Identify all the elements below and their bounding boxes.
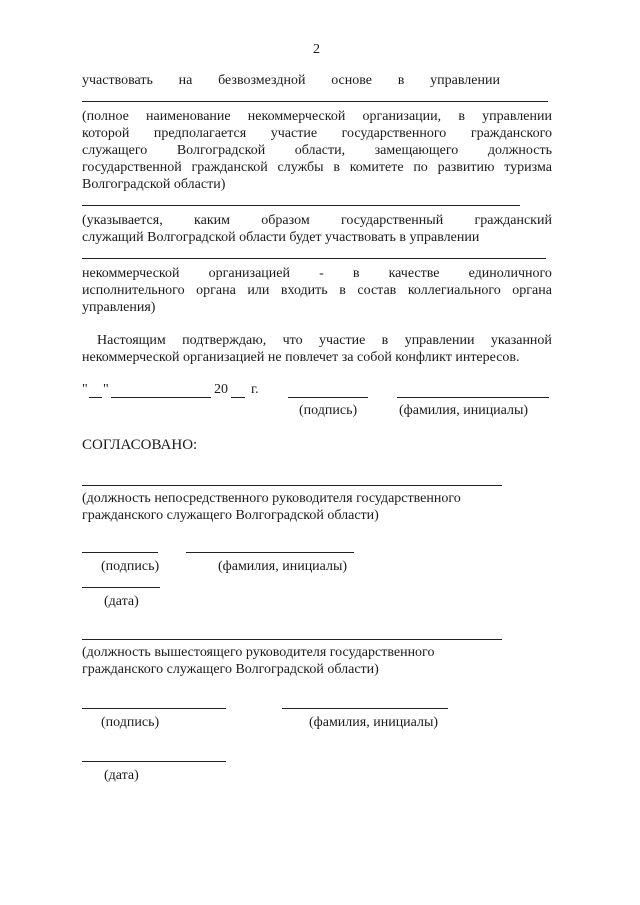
- word: или: [247, 283, 270, 298]
- word: предполагается: [153, 126, 247, 141]
- word: в: [339, 283, 346, 298]
- word: единоличного: [468, 266, 552, 281]
- agreed-title: СОГЛАСОВАНО:: [82, 437, 198, 453]
- word: образом: [261, 213, 310, 228]
- direct-manager-line-2: гражданского служащего Волгоградской области): [82, 508, 379, 523]
- confirm-line-2: некоммерческой организацией не повлечет за собой конфликт интересов.: [82, 350, 520, 365]
- word: организации,: [362, 109, 442, 124]
- word: Волгоградской: [176, 143, 266, 158]
- block2-line-2: служащий Волгоградской области будет участвовать в управлении: [82, 230, 480, 245]
- word: службы: [277, 160, 324, 175]
- block2-line-1: [82, 212, 552, 229]
- year-blank[interactable]: [231, 397, 245, 398]
- word: Настоящим: [97, 333, 166, 348]
- word: которой: [82, 126, 130, 141]
- direct-manager-signature-blank[interactable]: [82, 552, 158, 553]
- word: каким: [194, 213, 230, 228]
- word: служащего: [82, 143, 148, 158]
- direct-manager-date-label: (дата): [104, 594, 139, 609]
- word: некоммерческой: [247, 109, 346, 124]
- senior-manager-name-blank[interactable]: [282, 708, 448, 709]
- word: гражданской: [191, 160, 268, 175]
- senior-manager-signature-blank[interactable]: [82, 708, 226, 709]
- word: безвозмездной: [218, 73, 306, 88]
- direct-manager-signature-label: (подпись): [101, 559, 160, 574]
- word: органа: [512, 283, 552, 298]
- word: участвовать: [82, 73, 153, 88]
- word: подтверждаю,: [182, 333, 267, 348]
- word: гражданского: [470, 126, 552, 141]
- word: -: [319, 266, 324, 281]
- word: (полное: [82, 109, 129, 124]
- participation-method-blank[interactable]: [82, 205, 520, 206]
- word: органа: [196, 283, 236, 298]
- senior-manager-line-1: (должность вышестоящего руководителя государственного: [82, 645, 435, 660]
- year-prefix: 20: [214, 382, 228, 397]
- intro-line: [82, 72, 500, 89]
- block1-line-1: [82, 108, 552, 125]
- direct-manager-name-label: (фамилия, инициалы): [218, 559, 348, 574]
- page-number: 2: [313, 42, 320, 57]
- block3-line-1: [82, 265, 552, 282]
- block1-last-line: Волгоградской области): [82, 177, 226, 192]
- organization-name-blank[interactable]: [82, 101, 548, 102]
- confirm-line-1: [97, 332, 552, 349]
- word: комитете: [349, 160, 404, 175]
- participation-method-blank-2[interactable]: [82, 258, 546, 259]
- senior-manager-name-label: (фамилия, инициалы): [309, 715, 439, 730]
- name-label: (фамилия, инициалы): [399, 403, 529, 418]
- block3-last-line: управления): [82, 300, 156, 315]
- word: исполнительного: [82, 283, 185, 298]
- name-blank[interactable]: [397, 397, 549, 398]
- date-quote-close: ": [103, 382, 109, 397]
- word: организацией: [208, 266, 290, 281]
- word: должность: [487, 143, 552, 158]
- word: замещающего: [374, 143, 459, 158]
- word: управлении: [482, 109, 552, 124]
- block1-line-3: [82, 142, 552, 159]
- word: государственный: [341, 213, 444, 228]
- senior-manager-date-label: (дата): [104, 768, 139, 783]
- word: входить: [280, 283, 328, 298]
- word: участие: [270, 126, 318, 141]
- word: государственного: [341, 126, 447, 141]
- word: гражданский: [474, 213, 552, 228]
- word: участие: [318, 333, 366, 348]
- day-blank[interactable]: [89, 397, 102, 398]
- signature-label: (подпись): [299, 403, 358, 418]
- block3-line-2: [82, 282, 552, 299]
- word: основе: [331, 73, 372, 88]
- month-blank[interactable]: [111, 397, 211, 398]
- date-quote-open: ": [82, 382, 88, 397]
- senior-manager-signature-label: (подпись): [101, 715, 160, 730]
- word: управлении: [404, 333, 475, 348]
- senior-manager-position-blank[interactable]: [82, 639, 502, 640]
- word: в: [352, 266, 360, 281]
- word: что: [282, 333, 303, 348]
- word: коллегиального: [407, 283, 501, 298]
- word: состав: [357, 283, 397, 298]
- word: наименование: [146, 109, 231, 124]
- word: по: [413, 160, 428, 175]
- word: в: [397, 73, 405, 88]
- word: развитию: [437, 160, 495, 175]
- word: в: [333, 160, 340, 175]
- word: области,: [294, 143, 346, 158]
- signature-blank[interactable]: [288, 397, 368, 398]
- word: (указывается,: [82, 213, 163, 228]
- word: в: [458, 109, 465, 124]
- direct-manager-date-blank[interactable]: [82, 587, 160, 588]
- word: управлении: [430, 73, 500, 88]
- senior-manager-date-blank[interactable]: [82, 761, 226, 762]
- word: государственной: [82, 160, 182, 175]
- block1-line-2: [82, 125, 552, 142]
- direct-manager-line-1: (должность непосредственного руководителя государственного: [82, 491, 461, 506]
- word: туризма: [504, 160, 552, 175]
- word: указанной: [490, 333, 552, 348]
- word: некоммерческой: [82, 266, 180, 281]
- word: на: [178, 73, 193, 88]
- word: качестве: [388, 266, 440, 281]
- direct-manager-name-blank[interactable]: [186, 552, 354, 553]
- word: в: [381, 333, 389, 348]
- block1-line-4: [82, 159, 552, 176]
- year-suffix: г.: [251, 382, 259, 397]
- direct-manager-position-blank[interactable]: [82, 485, 502, 486]
- senior-manager-line-2: гражданского служащего Волгоградской области): [82, 662, 379, 677]
